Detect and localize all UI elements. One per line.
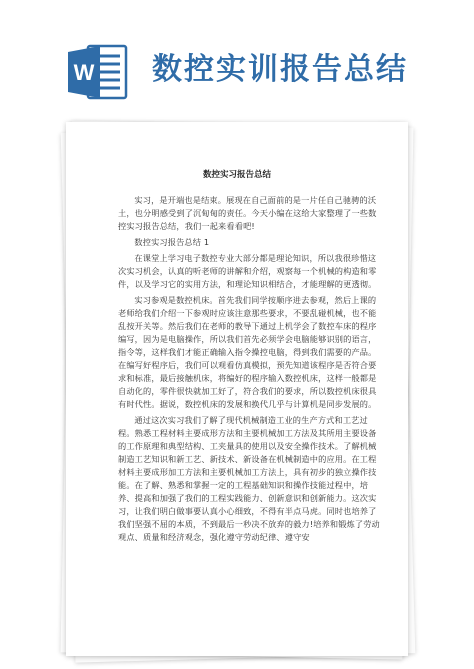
document-paragraph: 在课堂上学习电子数控专业大部分都是理论知识，所以我很珍惜这次实习机会，认真的听老师的讲解和介绍，观察每一个机械的构造和零件，以及学习它的实用方法，和理论知识相结合，才能理解的更透彻。 [118, 253, 377, 289]
word-icon-letter: W [73, 60, 95, 85]
page-header [0, 0, 474, 128]
document-title: 数控实习报告总结 [202, 170, 271, 180]
document-subheading: 数控实习报告总结 1 [134, 237, 210, 247]
document-paragraph: 实习，是开端也是结束。展现在自己面前的是一片任自己驰骋的沃土，也分明感受到了沉甸甸的责任。今天小编在这给大家整理了一些数控实习报告总结，我们一起来看看吧! [118, 195, 377, 231]
document-paragraph: 实习参观是数控机床。首先我们同学按顺序进去参观，然后上课的老师给我们介绍一下参观时应该注意那些要求，不要乱碰机械，也不能乱按开关等。然后我们在老师的教导下通过上机学会了数控车床的程序编写，因为是电脑操作，所以我们首先必须学会电脑能够识别的语言，指令等，这样我们才能正确输入指令操控电脑，得到我们需要的产品。在编写好程序后，我们可以观看仿真模拟，预先知道该程序是否符合要求和标准，最后接触机床，将编好的程序输入数控机床，这样一般都是自动化的，零件很快就加工好了，符合我们的要求，所以数控机床很具有时代性。据说，数控机床的发展和换代几乎与计算机是同步发展的。 [118, 295, 377, 409]
document-body [118, 194, 380, 547]
document-page [66, 122, 408, 656]
page-fade-overlay [66, 596, 408, 656]
document-preview [62, 118, 412, 658]
page-title: 数控实训报告总结 [152, 52, 408, 87]
word-document-icon [66, 40, 130, 104]
document-paragraph: 通过这次实习我们了解了现代机械制造工业的生产方式和工艺过程。熟悉工程材料主要成形方法和主要机械加工方法及其所用主要设备的工作原理和典型结构、工夹量具的使用以及安全操作技术。了解机械制造工艺知识和新工艺、新技术、新设备在机械制造中的应用。在工程材料主要成形加工方法和主要机械加工方法上，具有初步的独立操作技能。在了解、熟悉和掌握一定的工程基础知识和操作技能过程中，培养、提高和加强了我们的工程实践能力、创新意识和创新能力。这次实习，让我们明白做事要认真小心细致，不得有半点马虎。同时也培养了我们坚强不屈的本质，不到最后一秒决不放弃的毅力!培养和锻炼了劳动观点、质量和经济观念，强化遵守劳动纪律、遵守安 [118, 415, 380, 542]
